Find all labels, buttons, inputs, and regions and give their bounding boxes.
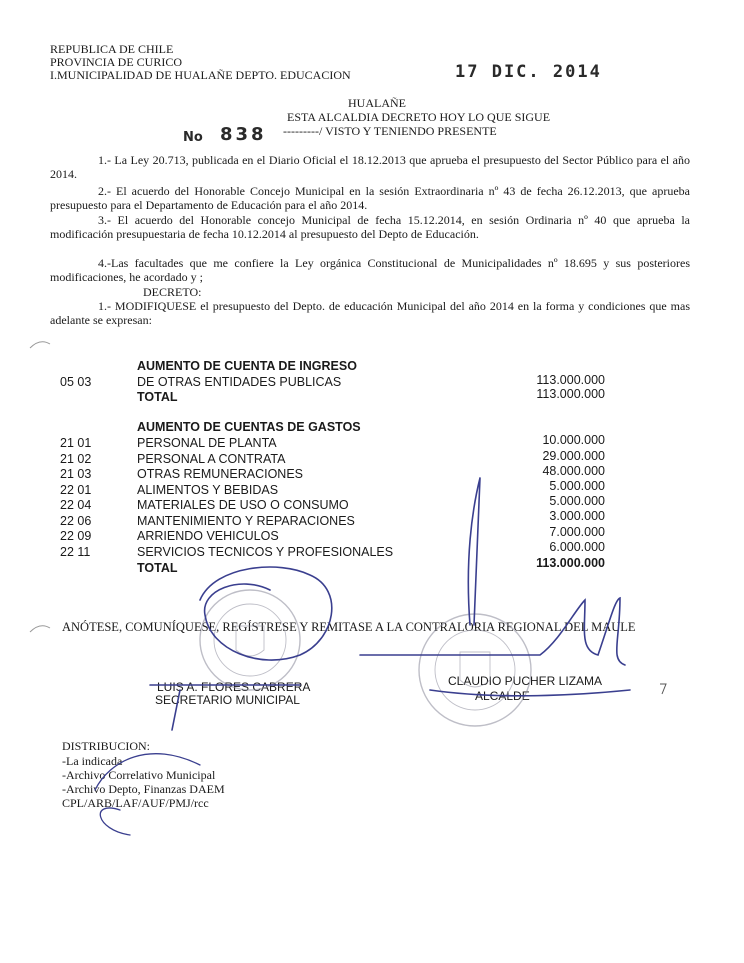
right-signer-name: CLAUDIO PUCHER LIZAMA: [448, 674, 603, 688]
gastos-total-amount: 113.000.000: [536, 556, 605, 570]
gasto-row-desc: PERSONAL A CONTRATA: [137, 452, 286, 466]
gasto-row-amount: 10.000.000: [542, 433, 605, 447]
gasto-row-desc: ARRIENDO VEHICULOS: [137, 529, 279, 543]
distribution-item: -La indicada: [62, 754, 123, 768]
gasto-row-amount: 29.000.000: [542, 449, 605, 463]
gasto-row-desc: ALIMENTOS Y BEBIDAS: [137, 483, 279, 497]
paragraph-4: 4.-Las facultades que me confiere la Ley orgánica Constitucional de Municipalidades nº 18.695 y sus posteriores modificaciones, he acordado y ;: [50, 256, 690, 284]
distribution-initials-scribble: [95, 754, 200, 835]
place-name: HUALAÑE: [348, 96, 406, 110]
date-stamp: 17 DIC. 2014: [455, 62, 602, 82]
left-signer-name: LUIS A. FLORES CABRERA: [157, 680, 311, 694]
gasto-row-desc: SERVICIOS TECNICOS Y PROFESIONALES: [137, 545, 394, 559]
gasto-row-code: 22 06: [60, 514, 92, 528]
gasto-row-code: 22 01: [60, 483, 92, 497]
punch-hole-mark: [30, 626, 50, 632]
gasto-row-code: 21 03: [60, 467, 92, 481]
gasto-row-desc: PERSONAL DE PLANTA: [137, 436, 277, 450]
header-municipality: I.MUNICIPALIDAD DE HUALAÑE DEPTO. EDUCACION: [50, 68, 351, 82]
ingreso-row-desc: DE OTRAS ENTIDADES PUBLICAS: [137, 375, 342, 389]
distribution-item: CPL/ARB/LAF/AUF/PMJ/rcc: [62, 796, 209, 810]
ingresos-heading: AUMENTO DE CUENTA DE INGRESO: [137, 359, 357, 373]
gasto-row-amount: 3.000.000: [549, 509, 605, 523]
visto-line: ---------/ VISTO Y TENIENDO PRESENTE: [283, 124, 497, 138]
distribution-item: -Archivo Depto, Finanzas DAEM: [62, 782, 225, 796]
ingreso-row-code: 05 03: [60, 375, 92, 389]
decreto-heading: DECRETO:: [143, 285, 202, 299]
distribution-item: -Archivo Correlativo Municipal: [62, 768, 216, 782]
decree-number: 838: [220, 124, 267, 145]
gasto-row-desc: MATERIALES DE USO O CONSUMO: [137, 498, 349, 512]
ingresos-total-amount: 113.000.000: [536, 387, 605, 401]
decree-no-label: No: [183, 130, 203, 145]
header-republic: REPUBLICA DE CHILE: [50, 42, 174, 56]
right-signature-scribble: [360, 478, 630, 696]
gasto-row-desc: MANTENIMIENTO Y REPARACIONES: [137, 514, 355, 528]
margin-mark: [660, 684, 666, 694]
gasto-row-amount: 7.000.000: [549, 525, 605, 539]
gasto-row-amount: 48.000.000: [542, 464, 605, 478]
gasto-row-code: 22 04: [60, 498, 92, 512]
paragraph-1: 1.- La Ley 20.713, publicada en el Diario Oficial el 18.12.2013 que aprueba el presupuesto del Sector Público para el año 2014.: [50, 153, 690, 181]
paragraph-2: 2.- El acuerdo del Honorable Concejo Municipal en la sesión Extraordinaria nº 43 de fecha 26.12.2013, que aprueba presupuesto para el Departamento de Educación para el año 2014.: [50, 184, 690, 212]
gasto-row-amount: 5.000.000: [549, 494, 605, 508]
header-province: PROVINCIA DE CURICO: [50, 55, 183, 69]
gasto-row-amount: 6.000.000: [549, 540, 605, 554]
closing-line: ANÓTESE, COMUNÍQUESE, REGÍSTRESE Y REMITASE A LA CONTRALORIA REGIONAL DEL MAULE: [62, 620, 636, 634]
decree-line: ESTA ALCALDIA DECRETO HOY LO QUE SIGUE: [287, 110, 551, 124]
right-signer-title: ALCALDE: [475, 689, 530, 703]
left-seal-stamp: [200, 590, 300, 690]
paragraph-5: 1.- MODIFIQUESE el presupuesto del Depto. de educación Municipal del año 2014 en la forma y condiciones que mas adelante se expresan:: [50, 299, 690, 327]
gastos-heading: AUMENTO DE CUENTAS DE GASTOS: [137, 420, 361, 434]
paragraph-3: 3.- El acuerdo del Honorable concejo Municipal de fecha 15.12.2014, en sesión Ordinaria nº 40 que aprueba la modificación presupuestaria de fecha 10.12.2014 al presupuesto del Depto de Educación.: [50, 213, 690, 241]
distribution-heading: DISTRIBUCION:: [62, 739, 151, 753]
left-signer-title: SECRETARIO MUNICIPAL: [155, 693, 300, 707]
gastos-total-label: TOTAL: [137, 561, 178, 575]
right-seal-stamp: [419, 614, 531, 726]
gasto-row-desc: OTRAS REMUNERACIONES: [137, 467, 303, 481]
punch-hole-mark: [30, 342, 50, 348]
gasto-row-code: 21 01: [60, 436, 92, 450]
ingreso-row-amount: 113.000.000: [536, 373, 605, 387]
gasto-row-code: 22 09: [60, 529, 92, 543]
gasto-row-amount: 5.000.000: [549, 479, 605, 493]
gasto-row-code: 21 02: [60, 452, 92, 466]
gasto-row-code: 22 11: [60, 545, 91, 559]
ingresos-total-label: TOTAL: [137, 390, 178, 404]
